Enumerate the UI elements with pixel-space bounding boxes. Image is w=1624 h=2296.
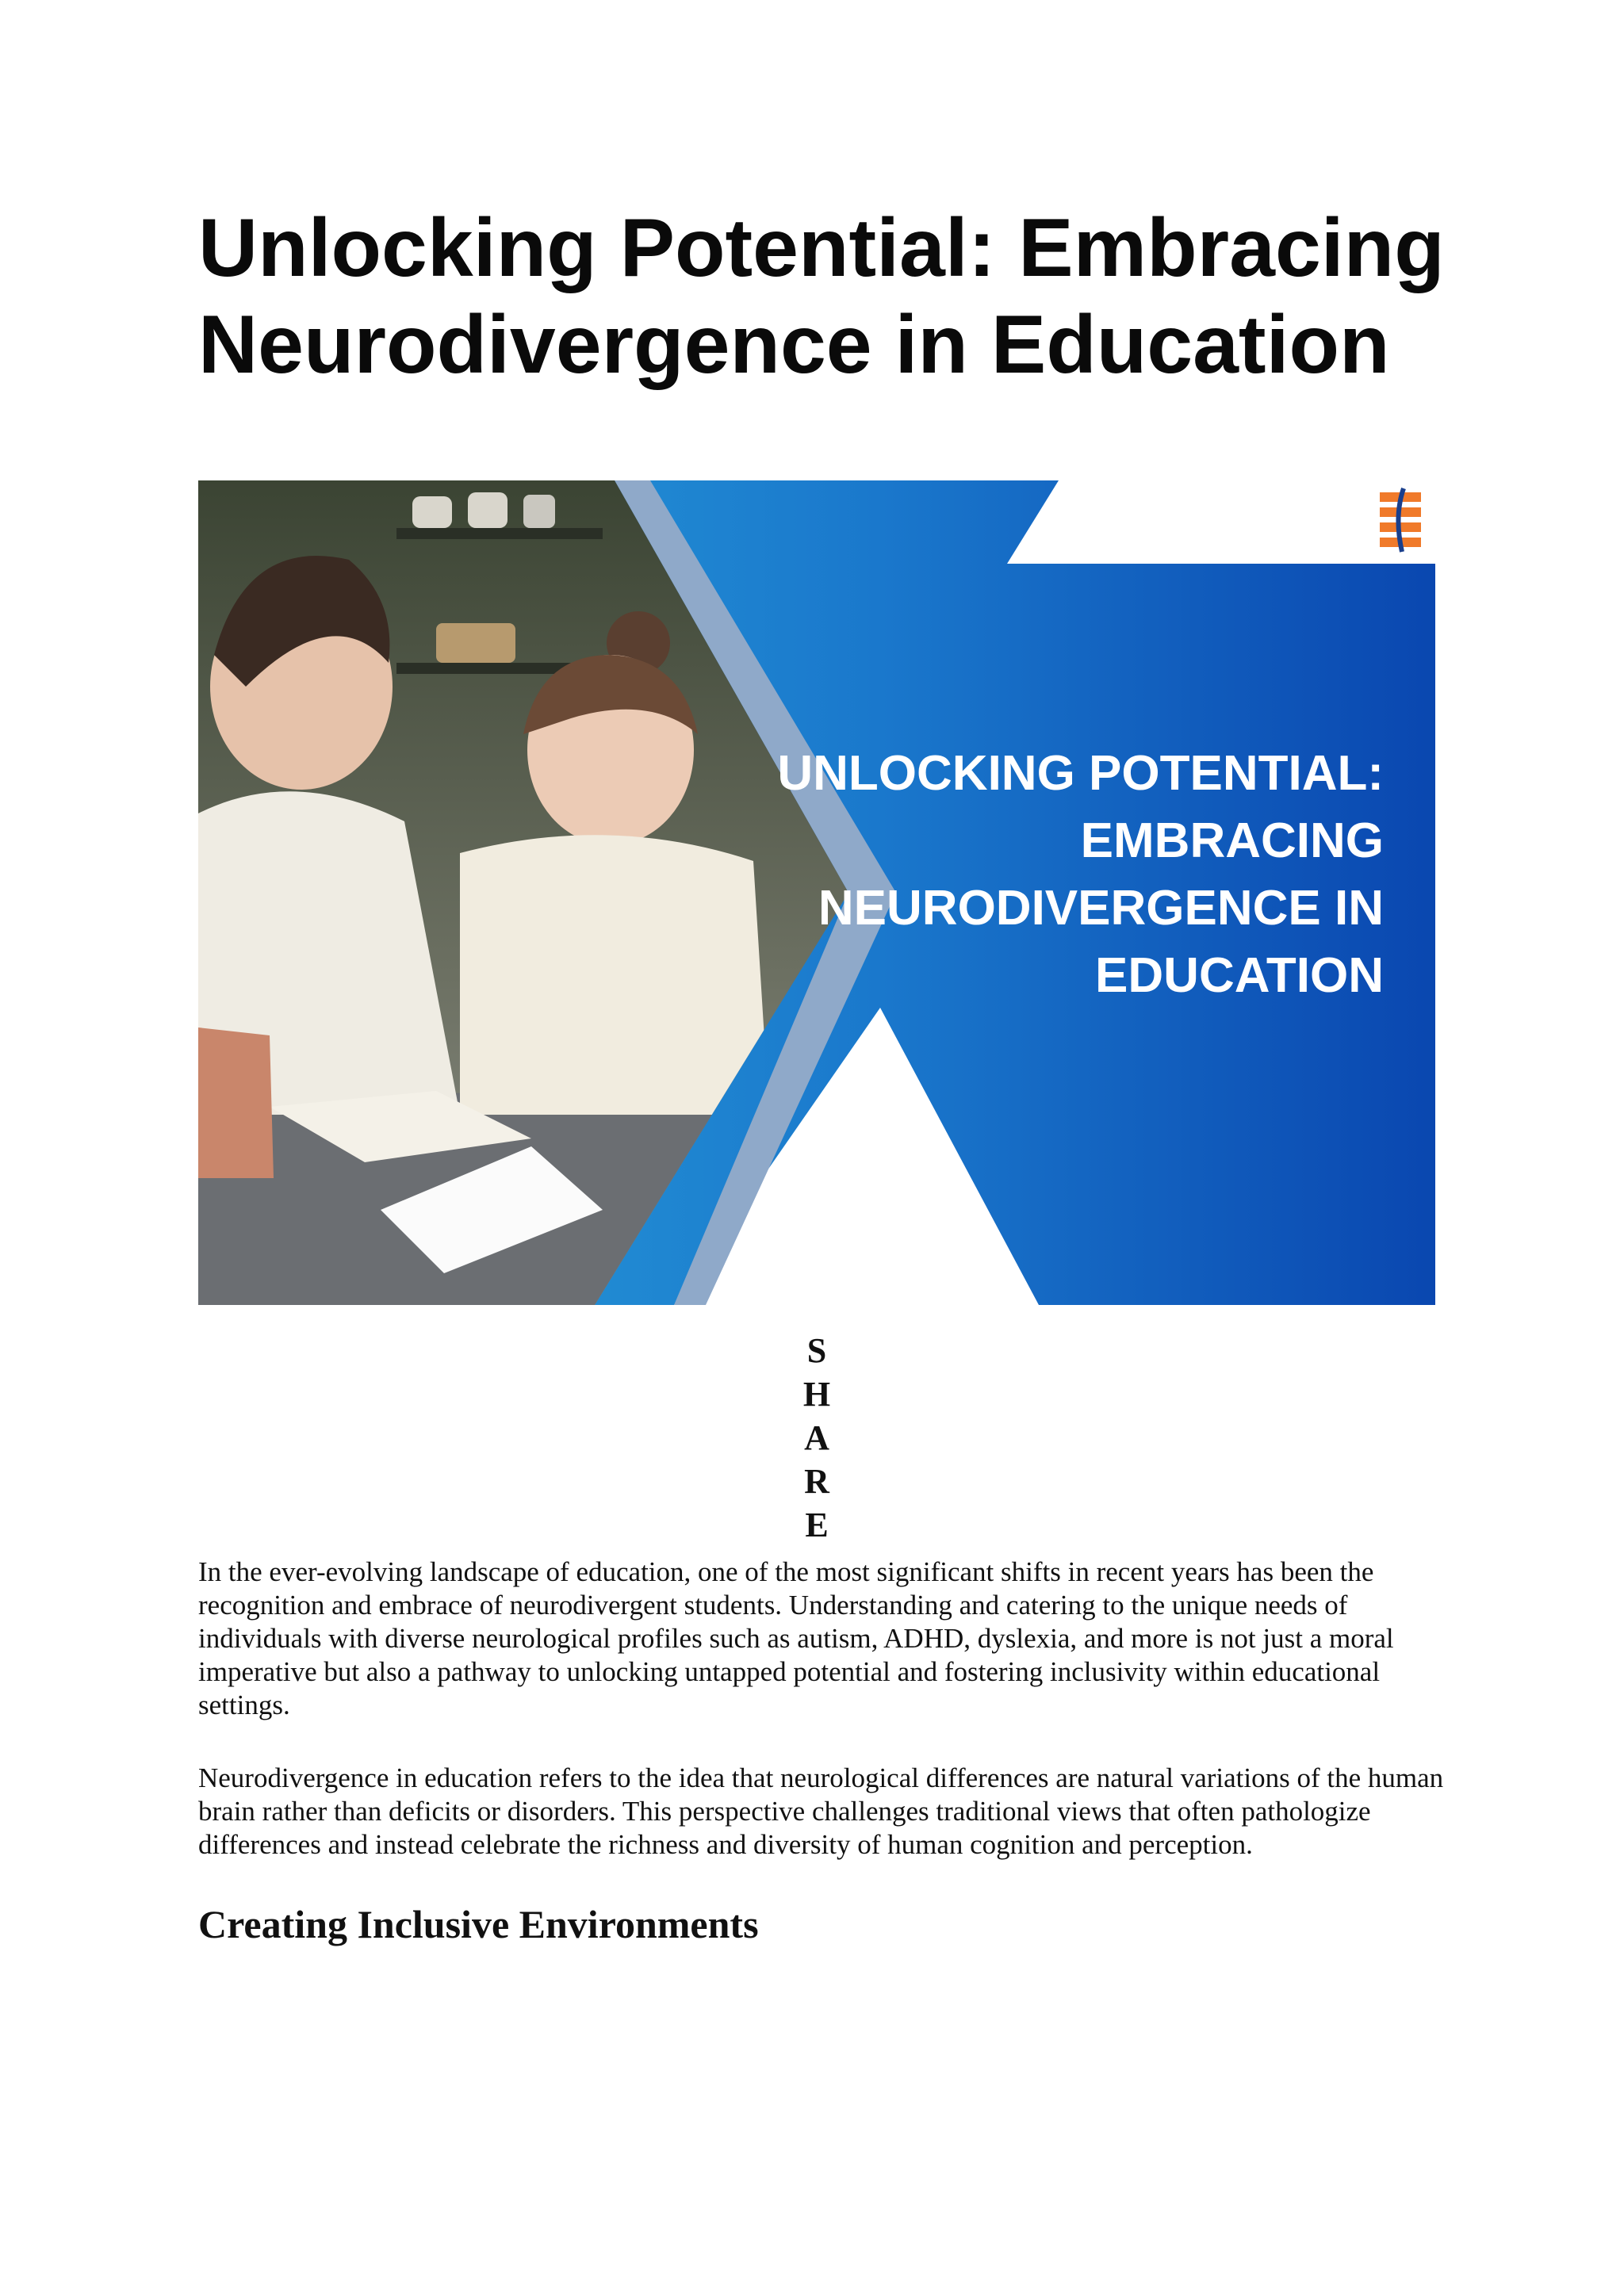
share-letter: E	[805, 1506, 829, 1544]
definition-paragraph: Neurodivergence in education refers to the idea that neurological differences are natural variations of the human brain rather than deficits or disorders. This perspective challenges traditional views that often pathologize differences and instead celebrate the richness and diversity of human cognition and perception.	[198, 1762, 1444, 1860]
intro-paragraph: In the ever-evolving landscape of education, one of the most significant shifts in recent years has been the recognition and embrace of neurodivergent students. Understanding and catering to the unique needs of individuals with diverse neurological profiles such as autism, ADHD, dyslexia, and more is not just a moral imperative but also a pathway to unlocking untapped potential and fostering inclusivity within educational settings.	[198, 1556, 1394, 1720]
share-letter: H	[802, 1375, 831, 1414]
banner-headline-line-4: EDUCATION	[1095, 948, 1384, 1003]
banner-headline-line-3: NEURODIVERGENCE IN	[818, 881, 1384, 936]
banner-headline-line-2: EMBRACING	[1080, 813, 1384, 868]
banner-headline-line-1: UNLOCKING POTENTIAL:	[777, 746, 1384, 801]
share-letter: A	[804, 1418, 829, 1457]
share-button[interactable]	[793, 1329, 841, 1547]
share-letter: S	[806, 1331, 827, 1370]
section-heading: Creating Inclusive Environments	[198, 1902, 759, 1946]
share-letter: R	[804, 1462, 829, 1501]
banner-white-top-shape	[1007, 480, 1435, 564]
hero-banner-image	[198, 480, 1435, 1305]
article-title: Unlocking Potential: Embracing Neurodivergence in Education	[198, 202, 1445, 391]
